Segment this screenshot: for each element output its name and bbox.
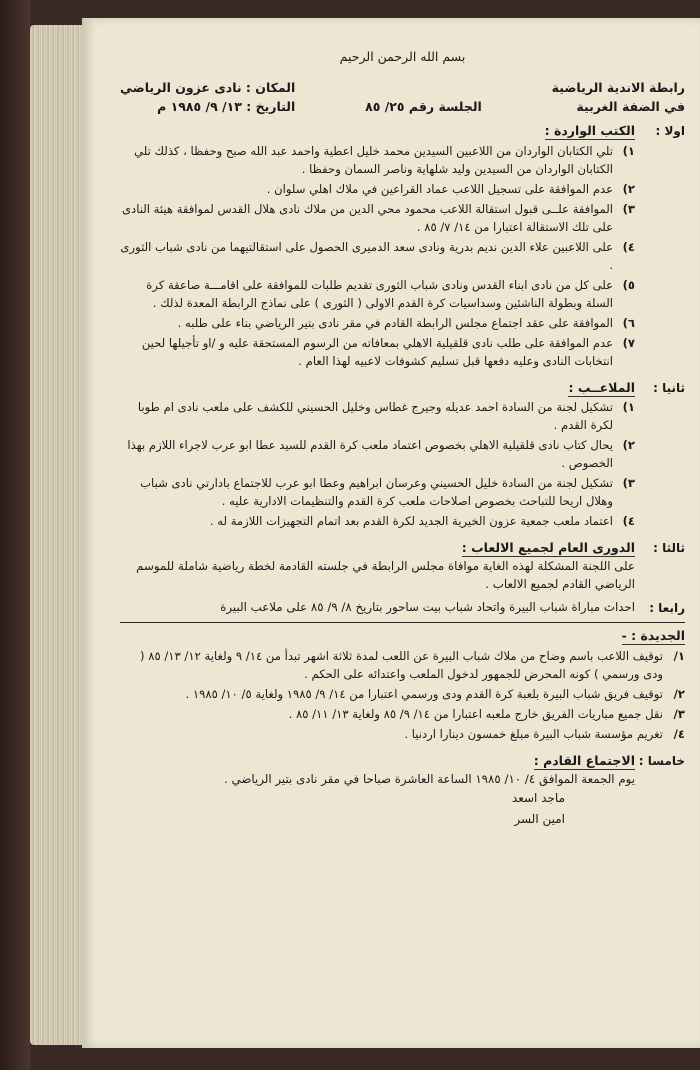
list-item: ٣/ نقل جميع مباريات الفريق خارج ملعبه اعتبارا من ١٤/ ٩/ ٨٥ ولغاية ١٣/ ١١/ ٨٥ . — [288, 706, 685, 721]
secretary-name: ماجد اسعد — [511, 791, 565, 806]
list-item: ١/ توقيف اللاعب باسم وضاح من ملاك شباب البيرة عن اللعب لمدة ثلاثة اشهر تبدأ من ١٤/ ٩ ولغاية ١٢/ ١٣/ ٨٥ ( ودى ورسمي ) كونه المحرض للجمهور لدخول الملعب واعتدائه على الحكم . — [140, 649, 685, 681]
list-item: ١) تلي الكتابان الواردان من اللاعبين السيدين محمد خليل اعطية واحمد عبد الله صبح وحفظا ، كذلك تلي الكتابان الواردان من السيدين وليد شلهاية وناصر السمان وحفظا . — [134, 144, 635, 176]
section-new-decisions — [120, 627, 685, 746]
list-item: ٤/ تغريم مؤسسة شباب البيرة مبلغ خمسون دينارا اردنيا . — [404, 726, 685, 741]
document-page — [82, 18, 700, 1048]
minutes-document — [120, 48, 685, 829]
list-item: ٤) اعتماد ملعب جمعية عزون الخيرية الجديد لكرة القدم بعد اتمام التجهيزات اللازمة له . — [209, 514, 635, 529]
section-title: الجديدة : - — [621, 628, 685, 644]
section-title: الدورى العام لجميع الالعاب : — [461, 540, 635, 556]
section-title: الكتب الواردة : — [544, 123, 635, 139]
list-item: ٤) على اللاعبين علاء الدين نديم بدرية ونادى سعد الدميرى الحصول على استقالتيهما من نادى شباب الثورى . — [120, 239, 635, 272]
list-item: ٥) على كل من نادى ابناء القدس ونادى شباب الثورى تقديم طلبات للموافقة على اقامـــة صاعقة كرة السلة وبطولة الناشئين وسداسيات كرة القدم الاولى ( الثورى ) على نماذج الرابطة المعدة لذلك . — [146, 277, 635, 310]
section-next-meeting — [120, 752, 685, 788]
section-text: على اللجنة المشكلة لهذه الغاية موافاة مجلس الرابطة في جلسته القادمة لخطة رياضية شاملة للموسم الرياضي القادم لجميع الالعاب . — [136, 558, 635, 591]
page-edges — [30, 25, 88, 1045]
divider — [120, 622, 685, 623]
section-label: خامسا : — [638, 753, 685, 768]
signature-block — [120, 788, 565, 829]
organization-name: رابطة الاندية الرياضية — [551, 79, 685, 95]
secretary-role: امين السر — [514, 811, 565, 826]
list-item: ٧) عدم الموافقة على طلب نادى قلقيلية الاهلي بمعافاته من الرسوم المستحقة عليه و /او تأجيلها لحين انتخابات النادى وعليه دفعها قبل تسليم كشوفات لاعبيه لهذا العام . — [141, 335, 635, 368]
list-item: ٢/ توقيف فريق شباب البيرة بلعبة كرة القدم ودى ورسمي اعتبارا من ١٤/ ٩/ ١٩٨٥ ولغاية ٥/ ١٠/ ١٩٨٥ . — [185, 686, 685, 701]
organization-region: في الضفة الغربية — [576, 98, 685, 114]
list-item: ٣) الموافقة علــى قبول استقالة اللاعب محمود محي الدين من ملاك نادى هلال القدس لموافقة هيئة النادى على تلك الاستقالة اعتبارا من ١٤/ ٧/ ٨٥ . — [121, 201, 635, 234]
section-playgrounds — [120, 379, 685, 534]
section-text: يوم الجمعة الموافق ٤/ ١٠/ ١٩٨٥ الساعة العاشرة صباحا في مقر نادى بتير الرياضي . — [224, 771, 635, 786]
section-label: ثانيا : — [653, 380, 685, 395]
section-text: احداث مباراة شباب البيرة واتحاد شباب بيت ساحور بتاريخ ٨/ ٩/ ٨٥ على ملاعب البيرة — [220, 600, 635, 615]
section-label: رابعا : — [649, 601, 685, 616]
section-incoming-letters — [120, 122, 685, 372]
section-title: الاجتماع القادم : — [533, 752, 635, 768]
meeting-place: المكان : نادى عزون الرياضي — [120, 79, 296, 95]
list-item: ١) تشكيل لجنة من السادة احمد عديله وجيرج غطاس وخليل الحسيني للكشف على ملعب نادى ام طوبا لكرة القدم . — [137, 400, 635, 433]
document-header — [120, 79, 685, 117]
session-number: الجلسة رقم ٢٥/ ٨٥ — [365, 98, 482, 114]
section-label: اولا : — [655, 124, 685, 139]
section-title: الملاعــب : — [568, 379, 635, 395]
section-general-league — [120, 539, 685, 593]
book-binding — [0, 0, 30, 1070]
section-events — [120, 599, 685, 617]
list-item: ٢) يحال كتاب نادى قلقيلية الاهلي بخصوص اعتماد ملعب كرة القدم للسيد عطا ابو عرب لاجراء اللازم بهذا الخصوص . — [127, 438, 635, 471]
section-label: ثالثا : — [653, 541, 685, 556]
list-item: ٣) تشكيل لجنة من السادة خليل الحسيني وعرسان ابراهيم وعطا ابو عرب للاجتماع بادارتي نادى شباب وهلال اريحا للتباحث بخصوص اصلاحات ملعب كرة القدم والتنظيمات الادارية عليه . — [140, 476, 635, 509]
list-item: ٢) عدم الموافقة على تسجيل اللاعب عماد القراعين في ملاك اهلي سلوان . — [266, 181, 635, 196]
basmala: بسم الله الرحمن الرحيم — [339, 49, 466, 64]
list-item: ٦) الموافقة على عقد اجتماع مجلس الرابطة القادم في مقر نادى بتير الرياضي بناء على طلبه . — [177, 315, 635, 330]
meeting-date: التاريخ : ١٣/ ٩/ ١٩٨٥ م — [157, 98, 296, 114]
